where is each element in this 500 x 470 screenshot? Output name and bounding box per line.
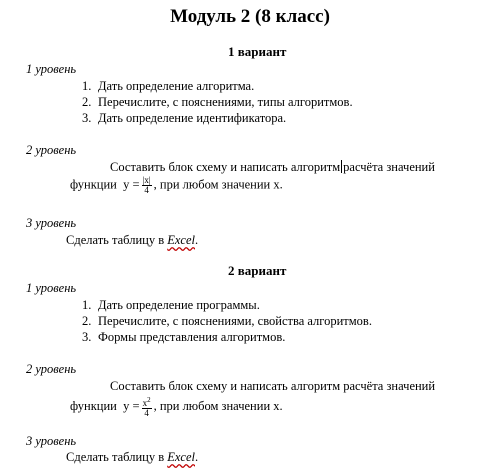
- v1-item-3: 3. Дать определение идентификатора.: [82, 111, 287, 125]
- v2-level-3-text: Сделать таблицу в Excel.: [66, 450, 199, 464]
- text-cursor: [341, 160, 342, 173]
- document-title: Модуль 2 (8 класс): [170, 6, 330, 27]
- v2-function-line: функции y = $\frac{x^2}{4}$ , при любом значении х.: [70, 396, 283, 418]
- v1-fraction: $\frac{|x|}{4}$: [142, 175, 151, 195]
- v1-item-1: 1. Дать определение алгоритма.: [82, 79, 255, 93]
- v2-item-2: 2. Перечислите, с пояснениями, свойства алгоритмов.: [82, 314, 372, 328]
- v1-function-line: функции y = $\frac{|x|}{4}$ , при любом значении х.: [70, 175, 283, 195]
- v2-item-3: 3. Формы представления алгоритмов.: [82, 330, 286, 344]
- v2-item-1: 1. Дать определение программы.: [82, 298, 260, 312]
- v1-level-1-label: 1 уровень: [26, 62, 77, 76]
- v1-item-2: 2. Перечислите, с пояснениями, типы алгоритмов.: [82, 95, 353, 109]
- variant-2-heading: 2 вариант: [228, 263, 287, 278]
- v1-level-3-label: 3 уровень: [26, 216, 77, 230]
- v2-level-3-label: 3 уровень: [26, 434, 77, 448]
- v1-level-3-text: Сделать таблицу в Excel.: [66, 233, 199, 247]
- v1-task-line-1: Составить блок схему и написать алгоритм расчёта значений: [110, 160, 435, 174]
- v2-task-line-1: Составить блок схему и написать алгоритм расчёта значений: [110, 379, 436, 393]
- v2-fraction: $\frac{x^2}{4}$: [142, 396, 151, 418]
- v2-level-2-label: 2 уровень: [26, 362, 77, 376]
- variant-1-heading: 1 вариант: [228, 44, 287, 59]
- v2-level-1-label: 1 уровень: [26, 281, 77, 295]
- v1-level-2-label: 2 уровень: [26, 143, 77, 157]
